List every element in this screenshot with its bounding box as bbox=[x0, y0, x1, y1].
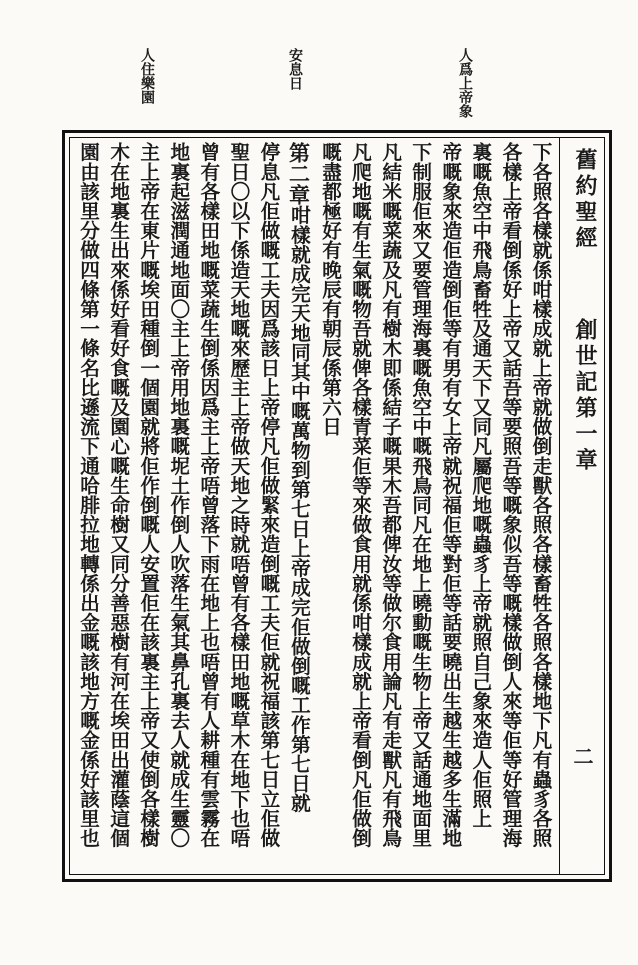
page-frame bbox=[62, 130, 612, 882]
text-column: 聖日〇以下係造天地嘅來歷主上帝做天地之時就唔曾有各樣田地嘅草木在地下也唔 bbox=[226, 142, 250, 848]
page-number: 二 bbox=[570, 746, 594, 766]
chapter-heading: 第二章 bbox=[286, 142, 312, 205]
text-column: 主上帝在東片嘅埃田種倒一個園就將佢作倒嘅人安置佢在該裏主上帝又使倒各樣樹 bbox=[136, 142, 160, 848]
text-column: 凡結米嘅菜蔬及凡有樹木即係結子嘅果木吾都俾汝等做尔食用論凡有走獸凡有飛鳥 bbox=[378, 142, 402, 848]
text-column: 停息凡佢做嘅工夫因爲該日上帝停凡佢做緊來造倒嘅工夫佢就祝福該第七日立佢做 bbox=[256, 142, 280, 848]
text-column: 木在地裏生出來係好看好食嘅及園心嘅生命樹又同分善惡樹有河在埃田出灌蔭這個 bbox=[106, 142, 130, 848]
text-column: 凡爬地嘅有生氣嘅物吾就俾各樣青菜佢等來做食用就係咁樣成就上帝看倒凡佢做倒 bbox=[348, 142, 372, 848]
running-header bbox=[559, 138, 604, 874]
text-column: 曾有各樣田地嘅菜蔬生倒係因爲主上帝唔曾落下雨在地上也唔曾有人耕種有雲霧在 bbox=[196, 142, 220, 848]
chapter-heading-text: 咁樣就成完天地同其中嘅萬物到第七日上帝成完佢做倒嘅工作第七日就 bbox=[287, 205, 311, 813]
margin-note-middle: 安息日 bbox=[287, 48, 303, 90]
text-column: 地裏起滋潤通地面〇主上帝用地裏嘅坭土作倒人吹落生氣其鼻孔裏去人就成生靈〇 bbox=[166, 142, 190, 848]
page-frame-inner bbox=[69, 137, 605, 875]
chapter-heading-column bbox=[286, 142, 312, 877]
text-column: 各樣上帝看倒係好上帝又話吾等要照吾等嘅象似吾等嘅樣做倒人來等佢等好管理海 bbox=[498, 142, 522, 848]
text-column: 園由該里分做四條第一條名比遜流下通哈腓拉地轉係出金嘅該地方嘅金係好該里也 bbox=[76, 142, 100, 848]
text-column: 下各照各樣就係咁樣成就上帝就做倒走獸各照各樣畜牲各照各樣地下凡有蟲豸各照 bbox=[528, 142, 552, 848]
text-column: 帝嘅象來造佢造倒佢等有男有女上帝就祝福佢等對佢等話要曉出生越生越多生滿地 bbox=[438, 142, 462, 848]
margin-note-right: 人爲上帝象 bbox=[457, 48, 473, 118]
text-column: 裏嘅魚空中飛鳥畜牲及通天下又同凡屬爬地嘅蟲豸上帝就照自己象來造人佢照上 bbox=[468, 142, 492, 828]
margin-note-left: 人住樂園 bbox=[139, 48, 155, 104]
body-text bbox=[78, 142, 550, 870]
book-title: 舊約聖經 bbox=[572, 148, 598, 252]
text-column: 嘅盡都極好有晚辰有朝辰係第六日 bbox=[318, 142, 342, 436]
text-column: 下制服佢來又要管理海裏嘅魚空中嘅飛鳥同凡在地上曉動嘅生物上帝又話通地面里 bbox=[408, 142, 432, 848]
chapter-label: 創世記第一章 bbox=[572, 318, 598, 474]
